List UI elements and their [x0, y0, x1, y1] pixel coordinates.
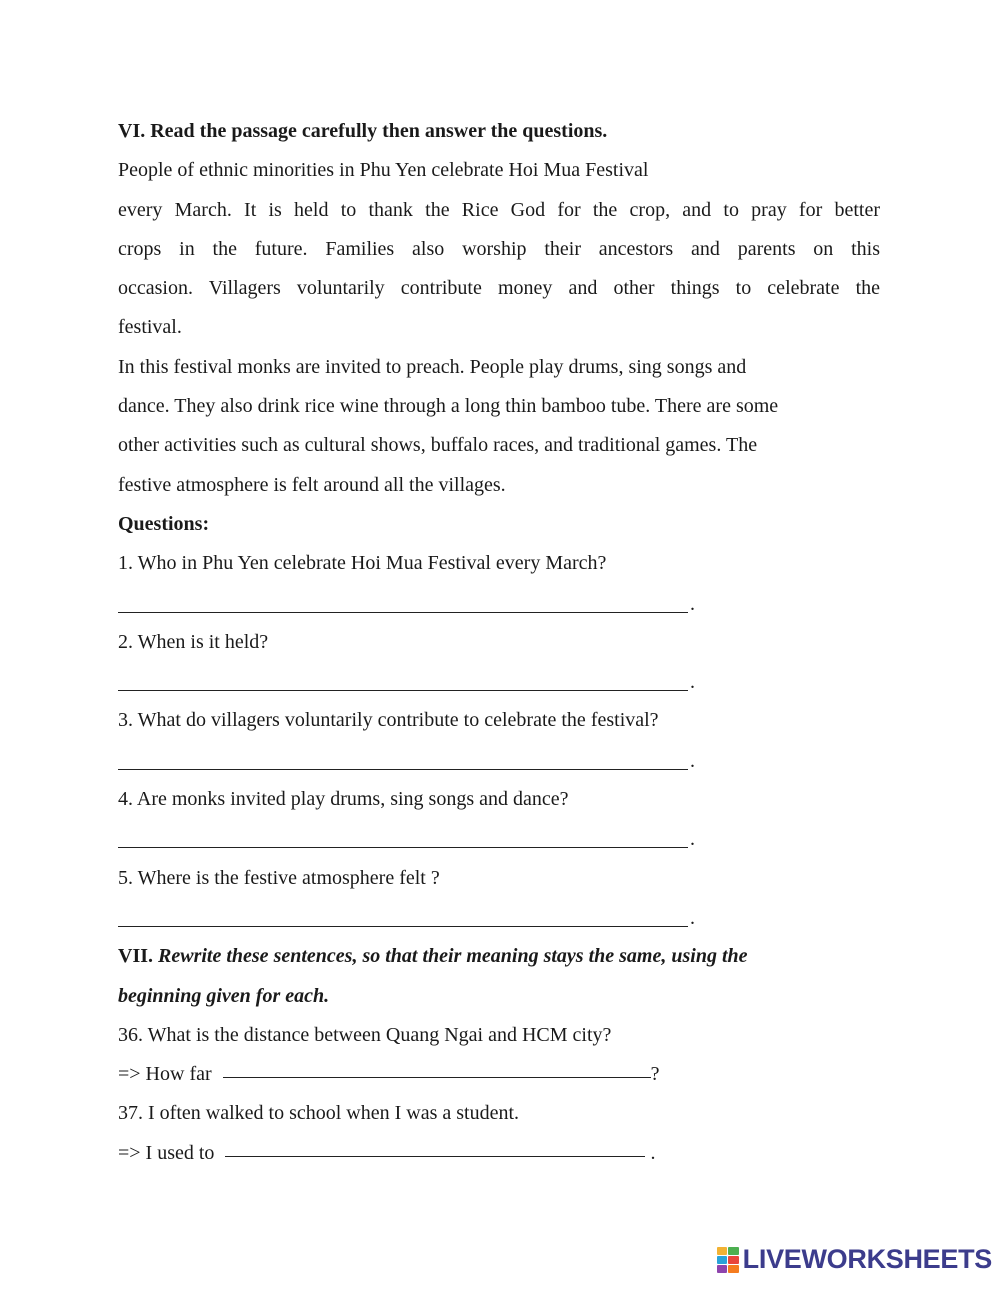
mark-tile [728, 1265, 739, 1273]
mark-tile [728, 1256, 739, 1264]
answer-field-3[interactable] [118, 741, 880, 780]
answer-period: . [690, 828, 695, 851]
mark-tile [728, 1247, 739, 1255]
question-3: 3. What do villagers voluntarily contribute to celebrate the festival? [118, 709, 659, 732]
item-36-end: ? [650, 1063, 660, 1086]
answer-field-5[interactable] [118, 898, 880, 937]
liveworksheets-mark-icon [717, 1247, 739, 1273]
passage-line: People of ethnic minorities in Phu Yen celebrate Hoi Mua Festival [118, 159, 649, 182]
section-7-instruction: Rewrite these sentences, so that their meaning stays the same, using the [158, 945, 748, 968]
question-1: 1. Who in Phu Yen celebrate Hoi Mua Festival every March? [118, 552, 607, 575]
answer-field-1[interactable] [118, 584, 880, 623]
item-37-end: . [650, 1141, 656, 1164]
answer-line [118, 926, 688, 927]
mark-tile [717, 1247, 728, 1255]
mark-tile [717, 1256, 728, 1264]
item-37-rewrite [118, 1134, 880, 1173]
passage-line: festive atmosphere is felt around all the villages. [118, 473, 506, 496]
item-36-answer-field[interactable] [223, 1076, 651, 1078]
answer-period: . [690, 749, 695, 772]
question-5: 5. Where is the festive atmosphere felt ? [118, 866, 440, 889]
question-4: 4. Are monks invited play drums, sing songs and dance? [118, 788, 569, 811]
answer-line [118, 612, 688, 613]
passage-line: crops in the future. Families also worship their ancestors and parents on this [118, 237, 880, 260]
passage-line: festival. [118, 316, 182, 339]
question-2: 2. When is it held? [118, 630, 269, 653]
passage-line: occasion. Villagers voluntarily contribute money and other things to celebrate the [118, 277, 880, 300]
answer-field-4[interactable] [118, 819, 880, 858]
answer-period: . [690, 592, 695, 615]
worksheet-page [118, 112, 880, 1173]
item-36-rewrite [118, 1055, 880, 1094]
passage-line: other activities such as cultural shows, buffalo races, and traditional games. The [118, 434, 758, 457]
item-37-answer-field[interactable] [225, 1155, 645, 1157]
passage-line: dance. They also drink rice wine through a long thin bamboo tube. There are some [118, 395, 779, 418]
section-6-heading: VI. Read the passage carefully then answer the questions. [118, 120, 608, 142]
answer-field-2[interactable] [118, 662, 880, 701]
passage-line: In this festival monks are invited to preach. People play drums, sing songs and [118, 355, 747, 378]
section-7-number: VII. [118, 945, 154, 968]
liveworksheets-logo [717, 1244, 992, 1275]
liveworksheets-brand: LIVEWORKSHEETS [742, 1244, 992, 1274]
item-37-sentence: 37. I often walked to school when I was a student. [118, 1102, 520, 1125]
passage-line: every March. It is held to thank the Rice God for the crop, and to pray for better [118, 198, 880, 221]
item-36-sentence: 36. What is the distance between Quang Ngai and HCM city? [118, 1023, 612, 1046]
answer-period: . [690, 671, 695, 694]
answer-line [118, 690, 688, 691]
answer-line [118, 769, 688, 770]
questions-label: Questions: [118, 512, 210, 535]
answer-line [118, 847, 688, 848]
section-7-instruction-cont: beginning given for each. [118, 984, 330, 1007]
item-37-prompt: => I used to [118, 1141, 215, 1164]
section-7-heading [118, 937, 880, 976]
item-36-prompt: => How far [118, 1063, 212, 1086]
answer-period: . [690, 906, 695, 929]
mark-tile [717, 1265, 728, 1273]
